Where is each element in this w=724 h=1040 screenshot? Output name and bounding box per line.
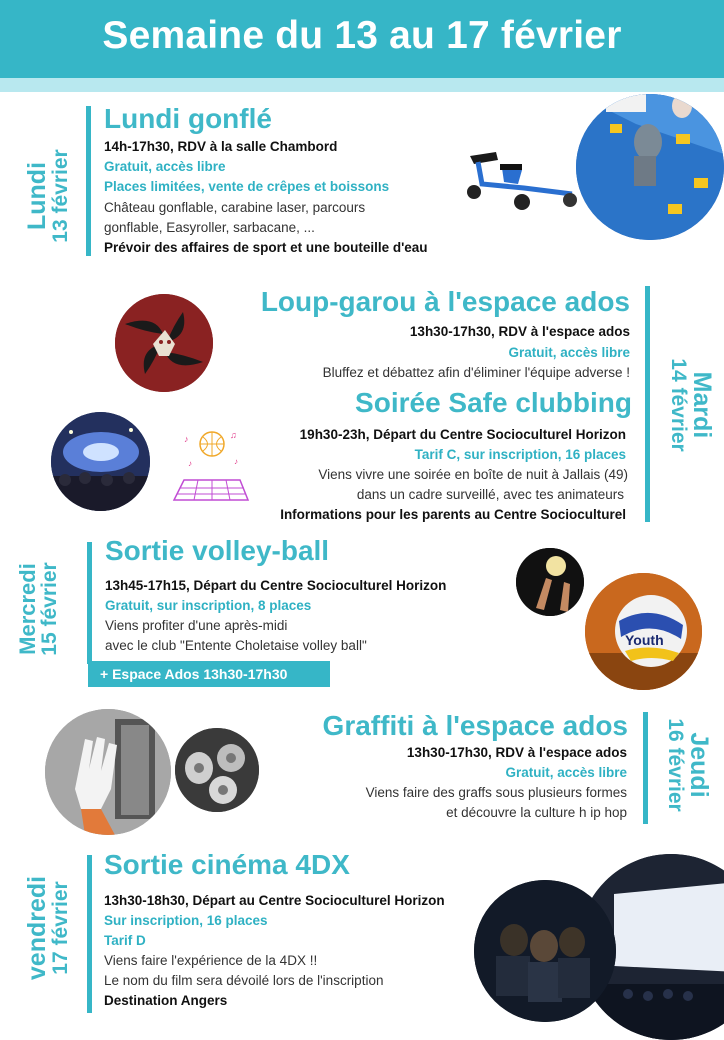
day-label-thursday: Jeudi 16 février [663, 718, 713, 812]
spray-cans-photo [175, 728, 259, 812]
loupgarou-line-1: 13h30-17h30, RDV à l'espace ados [409, 324, 630, 339]
svg-text:♪: ♪ [234, 457, 238, 466]
graffiti-glove-photo [45, 709, 171, 835]
loupgarou-line-3: Bluffez et débattez afin d'éliminer l'équipe adverse ! [322, 365, 630, 380]
friday-bar [87, 855, 92, 1013]
page-title: Semaine du 13 au 17 février [102, 14, 622, 57]
cinema-line-5: Le nom du film sera dévoilé lors de l'inscription [104, 973, 384, 988]
day-label-monday: Lundi 13 février [23, 149, 73, 243]
monday-line-6: Prévoir des affaires de sport et une bouteille d'eau [104, 240, 428, 255]
club-party-photo [51, 412, 150, 511]
cinema-line-3: Tarif D [104, 933, 146, 948]
disco-dancefloor-icon [170, 422, 250, 502]
svg-text:Youth: Youth [625, 632, 664, 648]
monday-line-1: 14h-17h30, RDV à la salle Chambord [104, 139, 338, 154]
clubbing-line-1: 19h30-23h, Départ du Centre Socioculturel Horizon [299, 427, 626, 442]
day-label-wednesday: Mercredi 15 février [15, 562, 62, 656]
monday-line-5: gonflable, Easyroller, sarbacane, ... [104, 220, 315, 235]
monday-bar [86, 106, 91, 256]
tuesday-bar [645, 286, 650, 522]
graffiti-line-3: Viens faire des graffs sous plusieurs formes [365, 785, 627, 800]
event-title-volley: Sortie volley-ball [105, 535, 330, 566]
event-title-graffiti: Graffiti à l'espace ados [322, 710, 628, 741]
graffiti-line-1: 13h30-17h30, RDV à l'espace ados [406, 745, 627, 760]
loupgarou-line-2: Gratuit, accès libre [508, 345, 630, 360]
event-title-loupgarou: Loup-garou à l'espace ados [260, 286, 630, 317]
volley-line-2: Gratuit, sur inscription, 8 places [105, 598, 312, 613]
thursday-bar [643, 712, 648, 824]
wednesday-bar [87, 542, 92, 664]
svg-text:♪: ♪ [184, 434, 189, 444]
monday-line-2: Gratuit, accès libre [104, 159, 226, 174]
espace-ados-tag: + Espace Ados 13h30-17h30 [88, 661, 330, 687]
cinema-line-4: Viens faire l'expérience de la 4DX !! [104, 953, 318, 968]
easyroller-image [462, 148, 582, 214]
monday-line-3: Places limitées, vente de crêpes et boissons [104, 179, 390, 194]
volley-line-4: avec le club "Entente Choletaise volley ball" [105, 638, 367, 653]
werewolf-game-image [115, 294, 213, 392]
volley-line-1: 13h45-17h15, Départ du Centre Socioculturel Horizon [105, 578, 447, 593]
graffiti-line-4: et découvre la culture h ip hop [446, 805, 627, 820]
day-label-friday: vendredi 17 février [23, 875, 73, 981]
volleyball-photo [585, 573, 702, 690]
header-stripe [0, 78, 724, 92]
clubbing-line-3: Viens vivre une soirée en boîte de nuit à Jallais (49) [318, 467, 628, 482]
cinema-line-1: 13h30-18h30, Départ au Centre Socioculturel Horizon [104, 893, 445, 908]
event-title-cinema: Sortie cinéma 4DX [104, 849, 350, 880]
svg-text:♫: ♫ [230, 430, 237, 440]
volley-hands-photo [516, 548, 584, 616]
event-title-clubbing: Soirée Safe clubbing [355, 387, 632, 418]
event-title-monday: Lundi gonflé [104, 103, 272, 134]
cinema-audience-photo [474, 880, 616, 1022]
cinema-line-6: Destination Angers [104, 993, 228, 1008]
graffiti-line-2: Gratuit, accès libre [505, 765, 627, 780]
inflatable-wall-photo [576, 94, 724, 240]
cinema-line-2: Sur inscription, 16 places [104, 913, 268, 928]
clubbing-line-4: dans un cadre surveillé, avec tes animateurs [356, 487, 624, 502]
day-label-tuesday: Mardi 14 février [666, 358, 716, 452]
svg-text:♪: ♪ [188, 459, 192, 468]
clubbing-line-2: Tarif C, sur inscription, 16 places [414, 447, 626, 462]
volley-line-3: Viens profiter d'une après-midi [105, 618, 288, 633]
clubbing-line-5: Informations pour les parents au Centre Socioculturel [280, 507, 626, 522]
monday-line-4: Château gonflable, carabine laser, parcours [104, 200, 366, 215]
